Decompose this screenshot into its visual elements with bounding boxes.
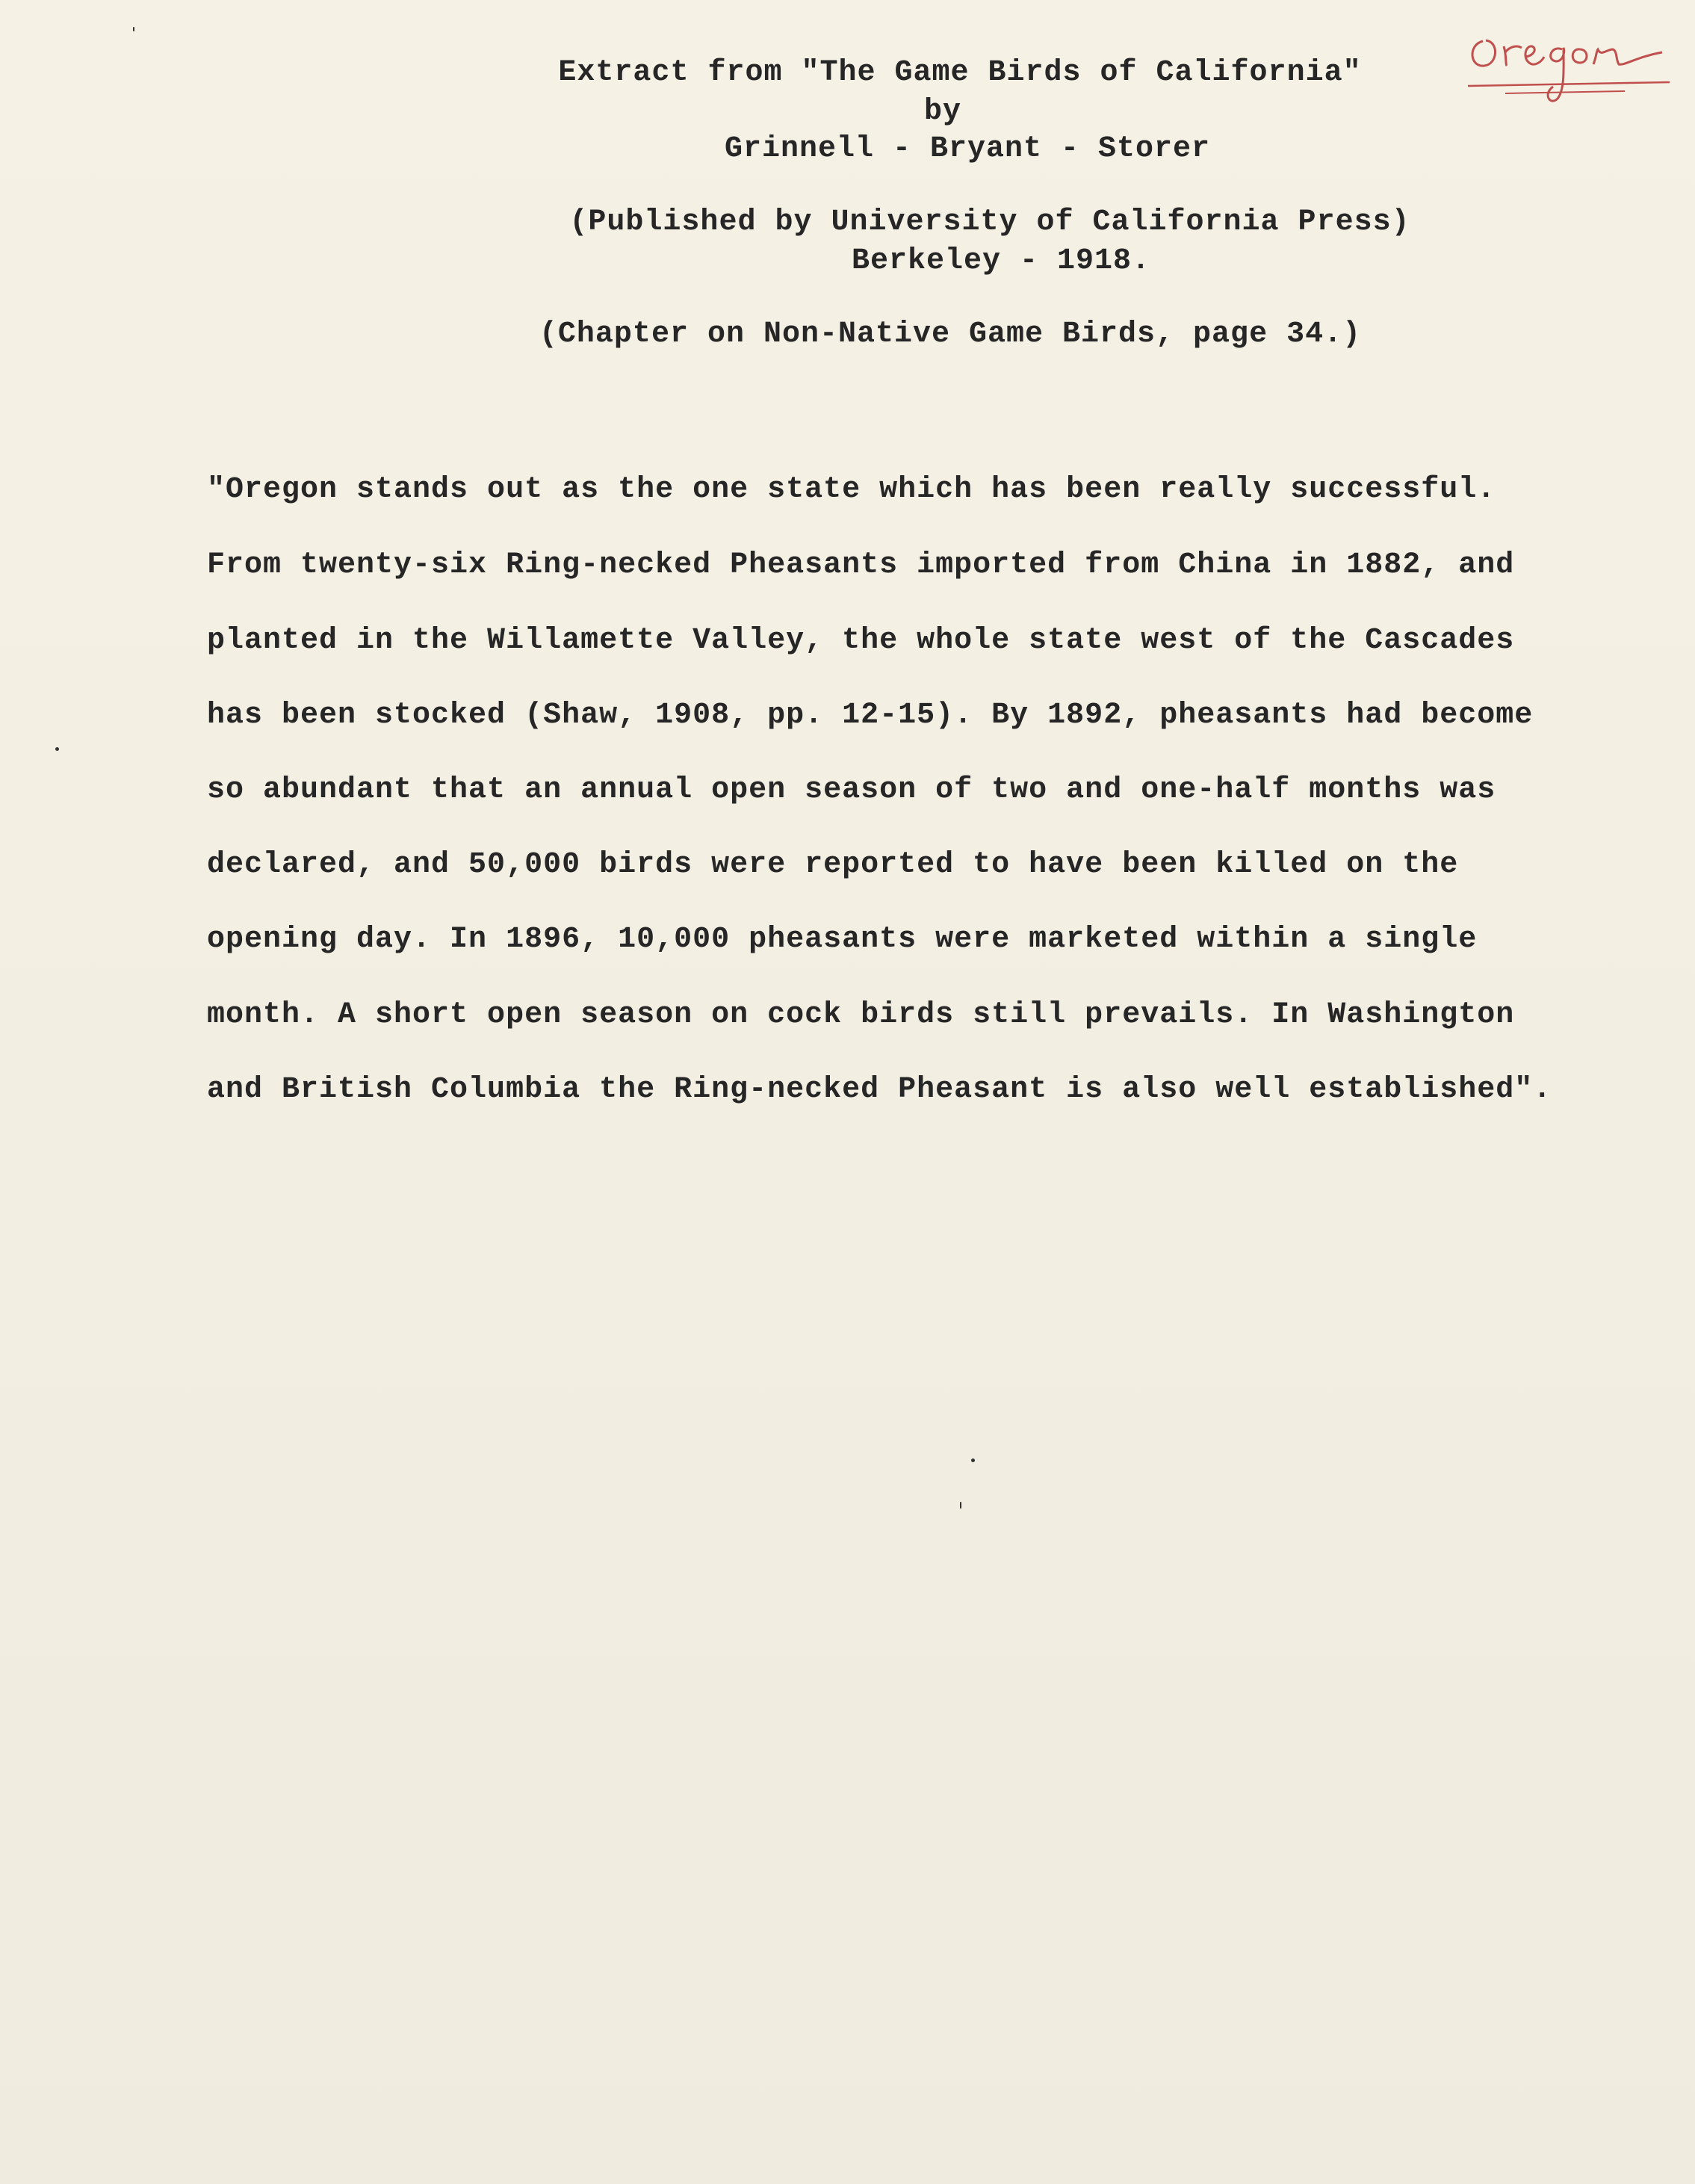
svg-text:Oregon: Oregon [1460, 15, 1463, 16]
paper-speck [133, 27, 134, 31]
body-text-line: has been stocked (Shaw, 1908, pp. 12-15). By 1892, pheasants had become [207, 699, 1534, 732]
body-text-line: planted in the Willamette Valley, the whole state west of the Cascades [207, 624, 1515, 658]
body-text-line: month. A short open season on cock birds still prevails. In Washington [207, 998, 1515, 1032]
body-text-line: "Oregon stands out as the one state which has been really successful. [207, 473, 1496, 507]
body-text-line: so abundant that an annual open season of two and one-half months was [207, 773, 1496, 807]
paper-speck [960, 1502, 961, 1509]
body-text-line: and British Columbia the Ring-necked Pheasant is also well established". [207, 1073, 1552, 1107]
body-text-line: declared, and 50,000 birds were reported to have been killed on the [207, 848, 1459, 882]
paper-speck [55, 747, 59, 751]
oregon-handwritten-annotation [1460, 15, 1677, 127]
paper-speck [971, 1458, 975, 1462]
body-text-line: From twenty-six Ring-necked Pheasants imported from China in 1882, and [207, 548, 1515, 582]
document-page: Oregon Extract from "The Game Birds of California" by Grinnell - Bryant - Storer (Published by University of California Press) Berkeley - 1918. (Chapter on Non-Native Game Birds, page 34.) "Oregon stands out as the one state which has been really successful. From twenty-six Ring-necked Pheasants imported from China in 1882, and planted in the Willamette Valley, the whole state west of the Cascades has been stocked (Shaw, 1908, pp. 12-15). By 1892, pheasants had become so abundant that an annual open season of two and one-half months was declared, and 50,000 birds were reported to have been killed on the opening day. In 1896, 10,000 pheasants were marketed within a single month. A short open season on cock birds still prevails. In Washington and British Columbia the Ring-necked Pheasant is also well established". [0, 0, 1695, 2184]
body-text-line: opening day. In 1896, 10,000 pheasants were marketed within a single [207, 923, 1478, 956]
